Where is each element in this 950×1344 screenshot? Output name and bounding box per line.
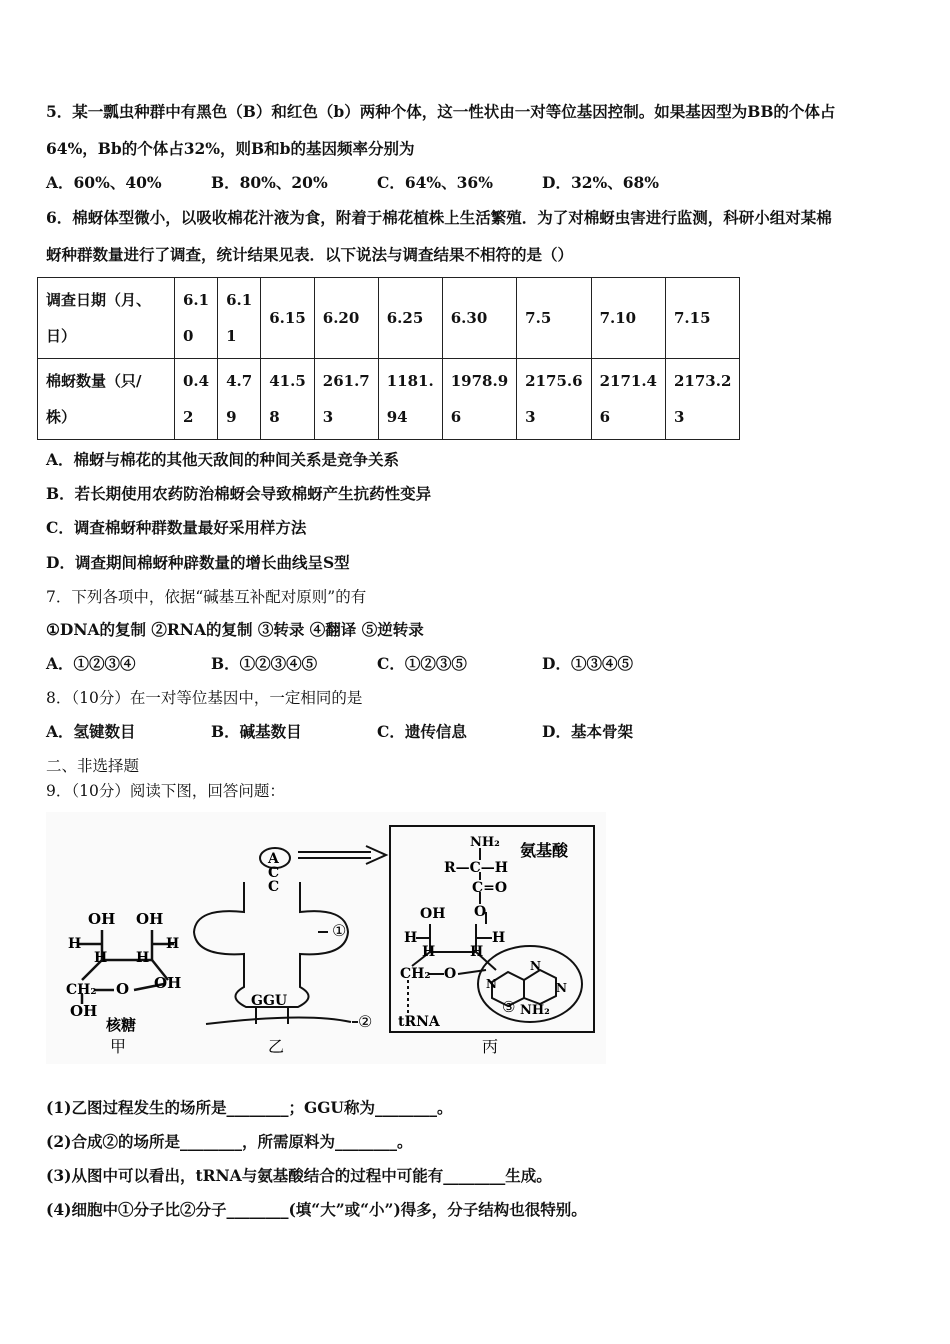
ribose-ch2: CH₂ (66, 982, 97, 998)
ribose-oh-bottom: OH (70, 1002, 98, 1020)
table-cell (218, 359, 261, 440)
cell-text: 0.4 (183, 372, 210, 390)
q6-option-c: C．调查棉蚜种群数量最好采用样方法 (46, 518, 307, 537)
q9-sub1: (1)乙图过程发生的场所是________；GGU称为________。 (46, 1098, 453, 1117)
figure-caption-bing: 丙 (482, 1037, 499, 1056)
amino-c-o: C=O (472, 880, 508, 896)
adenine-marker-3: ③ (502, 998, 516, 1016)
q9-sub2: (2)合成②的场所是________，所需原料为________。 (46, 1132, 413, 1151)
amino-h-4: H (470, 944, 484, 960)
ribose-oh-2: OH (136, 910, 164, 928)
q6-stem-line2: 蚜种群数量进行了调查，统计结果见表．以下说法与调查结果不相符的是（） (46, 245, 574, 264)
q8-option-a: A．氢键数目 (46, 722, 136, 741)
cell-text: 0 (183, 327, 194, 345)
header-text-line: 株） (46, 408, 77, 426)
cell-text: 4.7 (226, 372, 253, 390)
cell-text: 1978.9 (450, 372, 509, 390)
cell-text: 41.5 (269, 372, 306, 390)
q7-stem: 7．下列各项中，依据“碱基互补配对原则”的有 (46, 588, 367, 606)
q9-sub4: (4)细胞中①分子比②分子________(填“大”或“小”)得多，分子结构也很特别。 (46, 1200, 587, 1219)
q7-option-c: C．①②③⑤ (377, 654, 467, 673)
aphid-survey-table (37, 277, 740, 440)
ribose-h-4: H (136, 950, 150, 966)
amino-ring-o: O (444, 966, 457, 982)
cell-text: 3 (525, 408, 536, 426)
q5-option-c: C．64%、36% (377, 173, 493, 192)
adenine-n-2: N (530, 959, 541, 973)
header-text-line: 日） (46, 327, 77, 345)
table-cell (591, 359, 665, 440)
table-header-count (38, 359, 175, 440)
table-cell: 6.25 (378, 278, 442, 359)
ribose-oh-1: OH (88, 910, 116, 928)
q5-option-d: D．32%、68% (542, 173, 660, 192)
trna-translation-figure (46, 812, 606, 1064)
table-cell: 7.5 (517, 278, 591, 359)
q6-option-d: D．调查期间棉蚜种辟数量的增长曲线呈S型 (46, 553, 350, 572)
header-text-line: 棉蚜数量（只/ (46, 372, 142, 390)
q9-stem: 9．（10分）阅读下图，回答问题： (46, 782, 285, 800)
cell-text: 9 (226, 408, 237, 426)
section-heading: 二、非选择题 (46, 757, 140, 775)
trna-anticodon: GGU (251, 993, 288, 1009)
adenine-n-1: N (486, 977, 497, 991)
amino-h-1: H (404, 930, 418, 946)
q7-option-b: B．①②③④⑤ (211, 654, 318, 673)
q8-option-c: C．遗传信息 (377, 722, 467, 741)
table-cell (314, 359, 378, 440)
table-row-dates (38, 278, 740, 359)
cell-text: 2175.6 (525, 372, 583, 390)
cell-text: 3 (322, 408, 334, 426)
cell-text: 3 (674, 408, 685, 426)
table-cell: 7.15 (666, 278, 740, 359)
amino-ch2: CH₂ (400, 966, 431, 982)
amino-oh: OH (420, 906, 446, 922)
cell-text: 1 (226, 327, 237, 345)
trna-label: tRNA (398, 1014, 440, 1030)
adenine-nh2: NH₂ (520, 1003, 550, 1018)
table-cell: 6.20 (314, 278, 378, 359)
trna-marker-1: ① (332, 921, 347, 940)
q7-option-a: A．①②③④ (46, 654, 136, 673)
table-cell: 7.10 (591, 278, 665, 359)
q7-items: ①DNA的复制 ②RNA的复制 ③转录 ④翻译 ⑤逆转录 (46, 620, 424, 639)
cell-text: 6.1 (183, 291, 210, 309)
table-cell (666, 359, 740, 440)
ribose-o: O (116, 980, 130, 998)
q8-stem: 8．（10分）在一对等位基因中，一定相同的是 (46, 689, 363, 707)
table-cell (175, 359, 218, 440)
cell-text: 6 (450, 408, 462, 426)
table-cell: 6.30 (442, 278, 516, 359)
table-cell (261, 359, 315, 440)
cell-text: 2173.2 (674, 372, 732, 390)
cell-text: 1181. (386, 372, 434, 390)
amino-nh2: NH₂ (470, 835, 500, 850)
cell-text: 2171.4 (599, 372, 657, 390)
mrna-marker-2: ② (358, 1012, 373, 1031)
trna-a: A (268, 851, 279, 867)
cell-text: 6.1 (226, 291, 253, 309)
q5-stem-line1: 5．某一瓢虫种群中有黑色（B）和红色（b）两种个体，这一性状由一对等位基因控制。如果基因型为BB的个体占 (46, 102, 836, 121)
trna-c-1: C (268, 865, 280, 881)
cell-text: 8 (269, 408, 280, 426)
figure-caption-jia: 甲 (110, 1037, 127, 1056)
ribose-h-3: H (94, 950, 108, 966)
q5-stem-line2: 64%，Bb的个体占32%，则B和b的基因频率分别为 (46, 139, 415, 158)
table-cell: 6.15 (261, 278, 315, 359)
q6-stem-line1: 6．棉蚜体型微小，以吸收棉花汁液为食，附着于棉花植株上生活繁殖．为了对棉蚜虫害进行监测，科研小组对某棉 (46, 208, 832, 227)
table-cell (218, 278, 261, 359)
cell-text: 261.7 (322, 372, 370, 390)
ribose-h-2: H (166, 936, 180, 952)
amino-h-2: H (492, 930, 506, 946)
table-cell (175, 278, 218, 359)
cell-text: 6 (599, 408, 611, 426)
q8-option-d: D．基本骨架 (542, 722, 633, 741)
table-row-counts (38, 359, 740, 440)
table-cell (378, 359, 442, 440)
ribose-oh-3: OH (154, 974, 182, 992)
figure-caption-yi: 乙 (268, 1037, 285, 1056)
table-header-date (38, 278, 175, 359)
table-cell (442, 359, 516, 440)
q6-option-b: B．若长期使用农药防治棉蚜会导致棉蚜产生抗药性变异 (46, 484, 432, 503)
cell-text: 2 (183, 408, 194, 426)
header-text-line: 调查日期（月、 (46, 291, 152, 309)
cell-text: 94 (386, 408, 408, 426)
amino-r-ch-h: R—C—H (444, 860, 509, 876)
adenine-n-3: N (556, 981, 567, 995)
q5-option-b: B．80%、20% (211, 173, 328, 192)
table-cell (517, 359, 591, 440)
trna-c-2: C (268, 879, 280, 895)
amino-acid-label: 氨基酸 (520, 841, 569, 860)
q7-option-d: D．①③④⑤ (542, 654, 633, 673)
q6-option-a: A．棉蚜与棉花的其他天敌间的种间关系是竞争关系 (46, 450, 400, 469)
q5-option-a: A．60%、40% (46, 173, 162, 192)
q9-sub3: (3)从图中可以看出，tRNA与氨基酸结合的过程中可能有________生成。 (46, 1166, 552, 1185)
amino-h-3: H (422, 944, 436, 960)
q8-option-b: B．碱基数目 (211, 722, 302, 741)
amino-ester-o: O (474, 904, 487, 920)
ribose-name: 核糖 (106, 1016, 137, 1034)
ribose-h-1: H (68, 936, 82, 952)
